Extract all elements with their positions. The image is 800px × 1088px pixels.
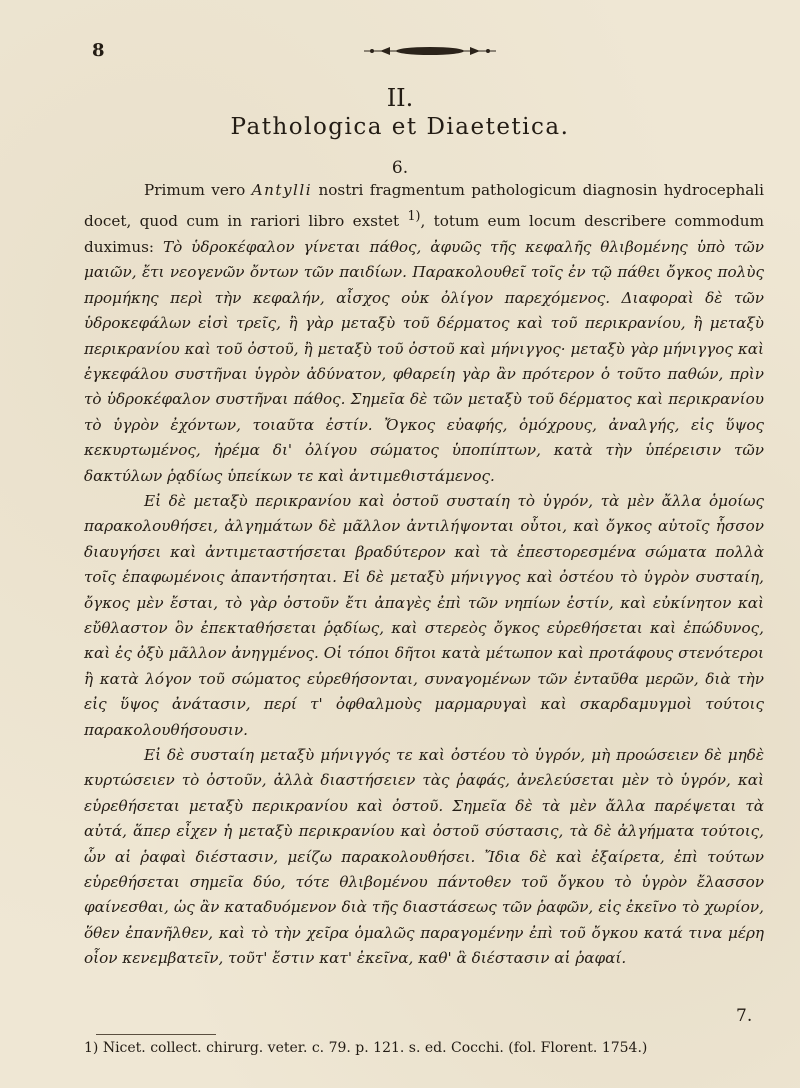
- intro-paragraph: [84, 178, 764, 489]
- footnote-text: Nicet. collect. chirurg. veter. c. 79. p. 121. s. ed. Cocchi. (fol. Florent. 1754.): [102, 1040, 648, 1056]
- greek-quotation-part-3: Εἰ δὲ συσταίη μεταξὺ μήνιγγός τε καὶ ὀστέου τὸ ὑγρόν, μὴ προώσειεν δὲ μηδὲ κυρτώσειεν τὸ ὀστοῦν, ἀλλὰ διαστήσειεν τὰς ῥαφάς, ἀνελεύσεται μὲν τὸ ὑγρόν, καὶ εὑρεθήσεται μεταξὺ περικρανίου καὶ ὀστοῦ. Σημεῖα δὲ τὰ μὲν ἄλλα παρέψεται τὰ αὐτά, ἅπερ εἶχεν ἡ μεταξὺ περικρανίου καὶ ὀστοῦ σύστασις, τὰ δὲ ἀλγήματα τούτοις, ὧν αἱ ῥαφαὶ διέστασιν, μείζω παρακολουθήσει. Ἴδια δὲ καὶ ἐξαίρετα, ἐπὶ τούτων εὑρεθήσεται σημεῖα δύο, τότε θλιβομένου πάντοθεν τοῦ ὄγκου τὸ ὑγρὸν ἔλασσον φαίνεσθαι, ὡς ἂν καταδυόμενον διὰ τῆς διαστάσεως τῶν ῥαφῶν, εἰς ἐκεῖνο τὸ χωρίον, ὅθεν ἐπανῆλθεν, καὶ τὸ τὴν χεῖρα ὁμαλῶς παραγομένην ἐπὶ τοῦ ὄγκου κατά τινα μέρη οἷον κενεμβατεῖν, τοῦτ' ἔστιν κατ' ἐκεῖνα, καθ' ἃ διέστασιν αἱ ῥαφαί.: [84, 746, 764, 968]
- page-number: 8: [92, 40, 105, 61]
- greek-quotation-part-2: Εἰ δὲ μεταξὺ περικρανίου καὶ ὀστοῦ συσταίη τὸ ὑγρόν, τὰ μὲν ἄλλα ὁμοίως παρακολουθήσει, ἀλγημάτων δὲ μᾶλλον ἀντιλήψονται οὗτοι, καὶ ὄγκος αὐτοῖς ἧσσον διαυγήσει καὶ ἀντιμεταστήσεται βραδύτερον καὶ τὰ ἐπεστορεσμένα σώματα πολλὰ τοῖς ἐπαφωμένοις ἀπαντήσηται. Εἰ δὲ μεταξὺ μήνιγγος καὶ ὀστέου τὸ ὑγρὸν συσταίη, ὄγκος μὲν ἔσται, τὸ γὰρ ὀστοῦν ἔτι ἀπαγὲς ἐπὶ τῶν νηπίων ἐστίν, καὶ εὐκίνητον καὶ εὔθλαστον ὃν ἐπεκταθήσεται ῥᾳδίως, καὶ στερεὸς ὄγκος εὑρεθήσεται καὶ ἐπώδυνος, καὶ ἐς ὀξὺ μᾶλλον ἀνηγμένος. Οἱ τόποι δῆτοι κατὰ μέτωπον καὶ προτάφους στενότεροι ἢ κατὰ λόγον τοῦ σώματος εὑρεθήσονται, συναγομένων τῶν ἐνταῦθα μερῶν, διὰ τὴν εἰς ὕψος ἀνάτασιν, περί τ' ὀφθαλμοὺς μαρμαρυγαὶ καὶ σκαρδαμυγμοὶ τούτοις παρακολουθήσουσιν.: [84, 491, 764, 739]
- intro-rest: nostri fragmentum pathologicum diagnosin hydrocephali docet, quod cum in rariori libro exstet: [84, 181, 764, 231]
- paragraph-number: 6.: [391, 158, 409, 178]
- intro-tail: , totum eum locum describere commodum duximus:: [84, 212, 764, 256]
- intro-lead: Primum vero: [144, 181, 252, 199]
- author-name: Antylli: [251, 181, 313, 199]
- footnote-marker: 1): [84, 1040, 99, 1056]
- section-title: Pathologica et Diaetetica.: [230, 114, 570, 140]
- footnote-reference: 1): [407, 208, 421, 224]
- body-text: [84, 178, 764, 972]
- catchword: 7.: [736, 1006, 753, 1026]
- footnote-rule: [96, 1034, 216, 1035]
- section-number: II.: [386, 84, 414, 112]
- ornament-divider-icon: [360, 44, 500, 58]
- greek-quotation-part-1: Τὸ ὑδροκέφαλον γίνεται πάθος, ἀφυῶς τῆς κεφαλῆς θλιβομένης ὑπὸ τῶν μαιῶν, ἔτι νεογενῶν ὄντων τῶν παιδίων. Παρακολουθεῖ τοῖς ἐν τῷ πάθει ὄγκος πολὺς προμήκης περὶ τὴν κεφαλήν, αἶσχος οὐκ ὀλίγον παρεχόμενος. Διαφοραὶ δὲ τῶν ὑδροκεφάλων εἰσὶ τρεῖς, ἢ γὰρ μεταξὺ τοῦ δέρματος καὶ τοῦ περικρανίου, ἢ μεταξὺ περικρανίου καὶ τοῦ ὀστοῦ, ἢ μεταξὺ τοῦ ὀστοῦ καὶ μήνιγγος· μεταξὺ γὰρ μήνιγγος καὶ ἐγκεφάλου συστῆναι ὑγρὸν ἀδύνατον, φθαρείη γὰρ ἂν πρότερον ὁ τοῦτο παθών, πρὶν τὸ ὑδροκέφαλον συστῆναι πάθος. Σημεῖα δὲ τῶν μεταξὺ τοῦ δέρματος καὶ περικρανίου τὸ ὑγρὸν ἐχόντων, τοιαῦτα ἐστίν. Ὄγκος εὐαφής, ὁμόχρους, ἀναλγής, εἰς ὕψος κεκυρτωμένος, ἠρέμα δι' ὀλίγου σώματος ὑποπίπτων, κατὰ τὴν ὑπέρεισιν τῶν δακτύλων ῥᾳδίως ὑπείκων τε καὶ ἀντιμεθιστάμενος.: [84, 237, 764, 485]
- footnote: [84, 1040, 764, 1056]
